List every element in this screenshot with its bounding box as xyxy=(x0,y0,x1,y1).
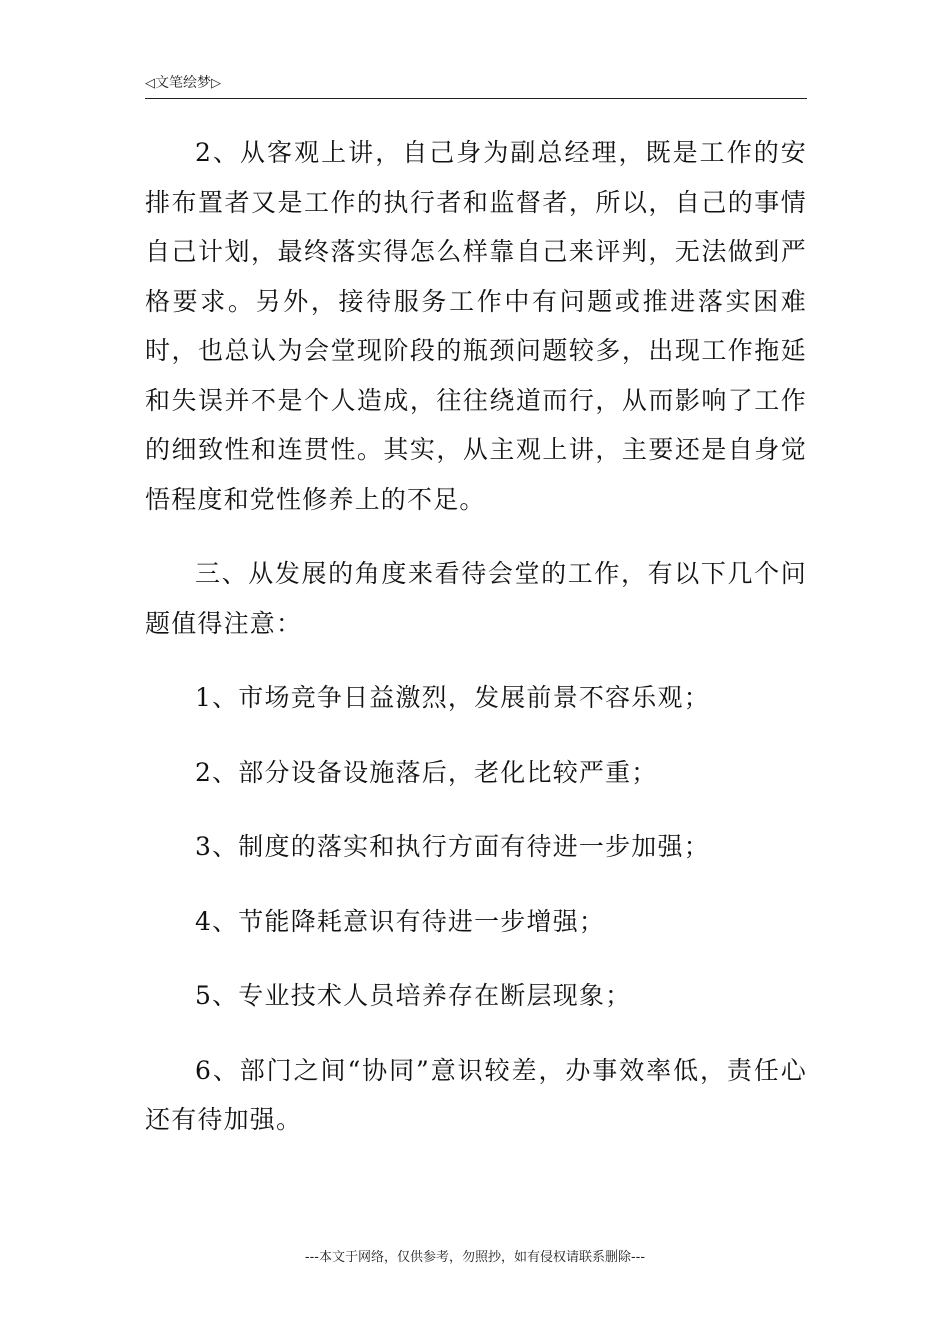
list-item-equipment-aging: 2、部分设备设施落后，老化比较严重； xyxy=(195,757,658,787)
left-triangle-icon: ◁ xyxy=(145,76,155,91)
page-footer: ---本文于网络，仅供参考，勿照抄，如有侵权请联系删除--- xyxy=(304,1250,646,1265)
list-item-system-implementation: 3、制度的落实和执行方面有待进一步加强； xyxy=(195,832,710,861)
list-item-talent-gap: 5、专业技术人员培养存在断层现象； xyxy=(195,981,632,1010)
list-item-market-competition: 1、市场竞争日益激烈，发展前景不容乐观； xyxy=(195,683,710,712)
page-header xyxy=(145,72,807,99)
list-item-energy-saving: 4、节能降耗意识有待进一步增强； xyxy=(195,906,606,936)
logo-text: 文笔绘梦 xyxy=(155,75,211,91)
header-logo xyxy=(145,74,221,93)
right-triangle-icon: ▷ xyxy=(211,76,221,91)
list-item-collaboration: 6、部门之间“协同”意识较差，办事效率低，责任心还有待加强。 xyxy=(145,1055,807,1134)
document-body xyxy=(145,128,807,1145)
paragraph-section-three-heading: 三、从发展的角度来看待会堂的工作，有以下几个问题值得注意： xyxy=(145,559,807,638)
paragraph-objective-analysis: 2、从客观上讲，自己身为副总经理，既是工作的安排布置者又是工作的执行者和监督者，所以，自己的事情自己计划，最终落实得怎么样靠自己来评判，无法做到严格要求。另外，接待服务工作中有问题或推进落实困难时，也总认为会堂现阶段的瓶颈问题较多，出现工作拖延和失误并不是个人造成，往往绕道而行，从而影响了工作的细致性和连贯性。其实，从主观上讲，主要还是自身觉悟程度和党性修养上的不足。 xyxy=(145,138,807,514)
